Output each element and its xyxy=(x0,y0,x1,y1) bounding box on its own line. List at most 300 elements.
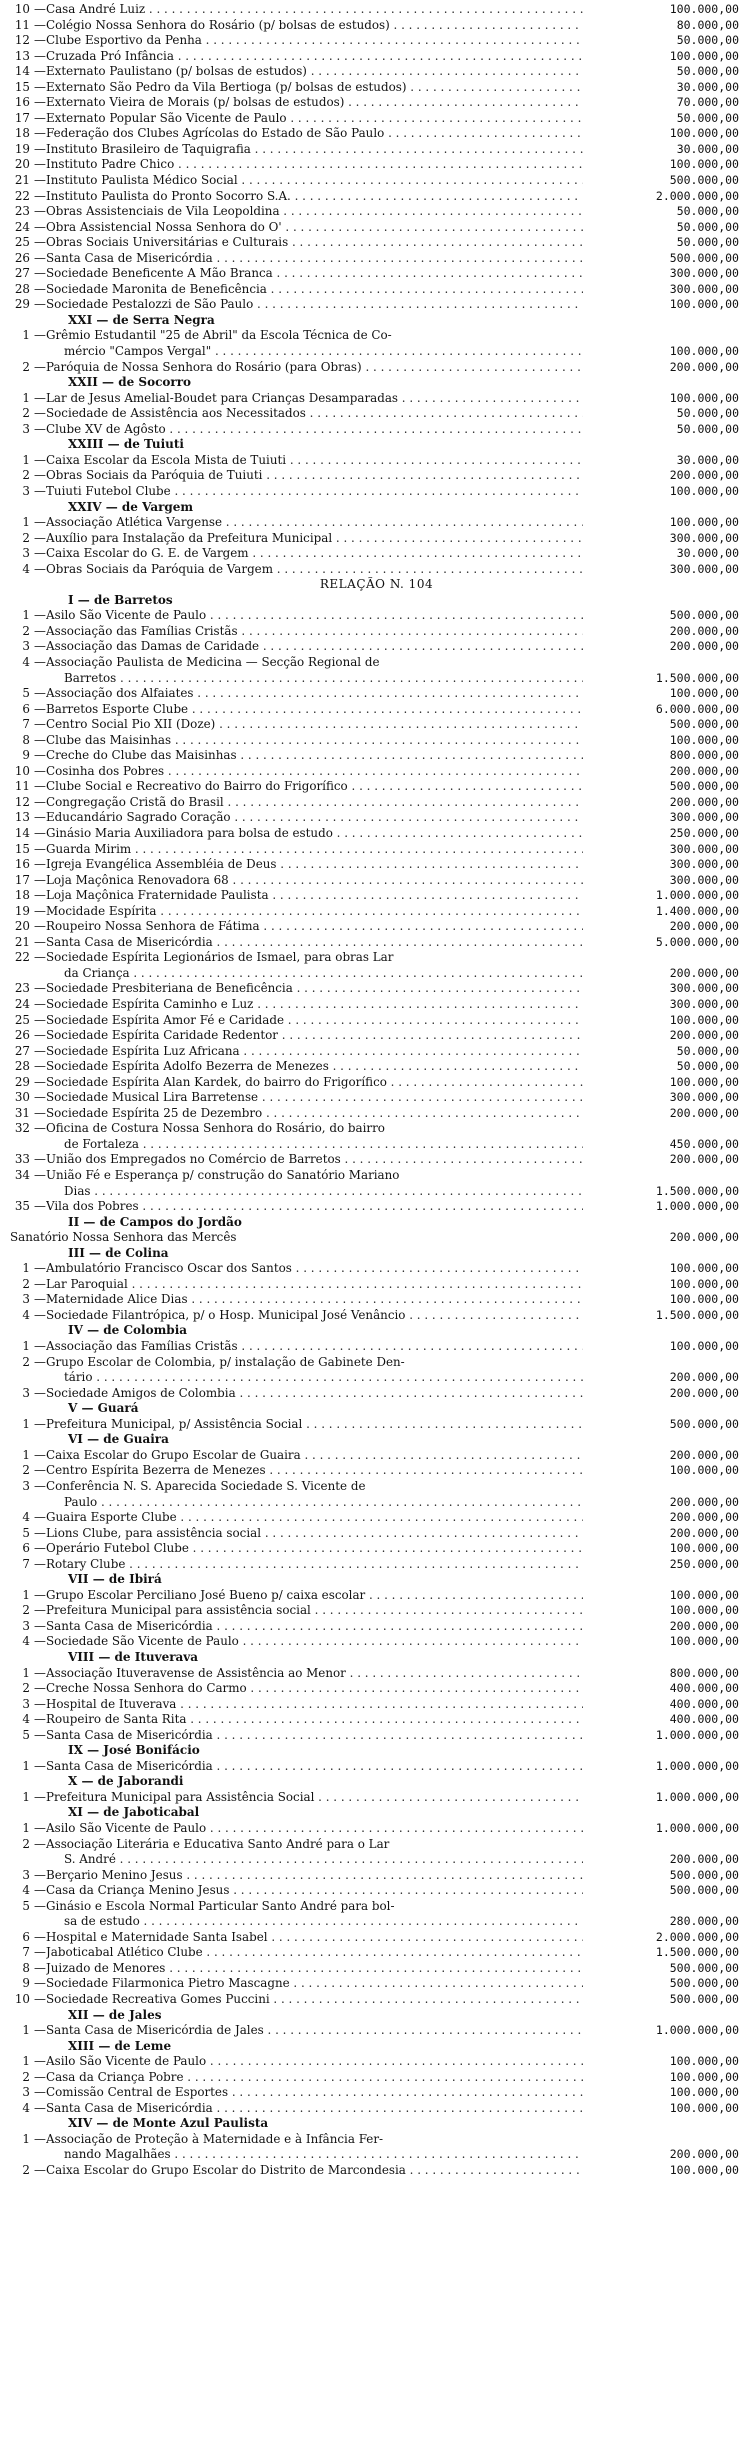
entry-amount: 1.000.000,00 xyxy=(655,1727,739,1742)
section-heading-text: IX — José Bonifácio xyxy=(68,1743,200,1758)
entry-row xyxy=(0,546,753,562)
entry-dash: — xyxy=(34,452,46,467)
entry-amount: 2.000.000,00 xyxy=(655,1929,739,1944)
entry-amount: 100.000,00 xyxy=(669,1603,739,1618)
entry-number: 15 xyxy=(14,79,30,94)
entry-number: 6 xyxy=(22,1541,30,1556)
entry-row xyxy=(0,1013,753,1029)
entry-row xyxy=(0,1044,753,1060)
entry-dash: — xyxy=(34,701,46,716)
entry-dash: — xyxy=(34,2131,46,2146)
entry-row xyxy=(0,142,753,158)
entry-row xyxy=(0,1666,753,1682)
entry-row xyxy=(0,733,753,749)
entry-row xyxy=(0,1386,753,1402)
section-heading-text: XIV — de Monte Azul Paulista xyxy=(68,2116,269,2131)
entry-number: 2 xyxy=(22,2163,30,2178)
entry-number: 8 xyxy=(22,1960,30,1975)
entry-row xyxy=(0,1945,753,1961)
entry-name: Associação Atlética Vargense . . . xyxy=(46,515,583,531)
entry-row xyxy=(0,1697,753,1713)
entry-row xyxy=(0,655,753,671)
entry-dash: — xyxy=(34,1789,46,1804)
entry-name: Sociedade Filarmonica Pietro Mascagne . . . xyxy=(46,1976,583,1992)
entry-name: Berçario Menino Jesus . . . xyxy=(46,1868,583,1884)
entry-amount: 100.000,00 xyxy=(669,515,739,530)
entry-row xyxy=(0,624,753,640)
entry-dash: — xyxy=(34,888,46,903)
entry-name: Associação dos Alfaiates . . . xyxy=(46,686,583,702)
entry-name: Clube Social e Recreativo do Bairro do Frigorífico . . . xyxy=(46,779,583,795)
section-heading xyxy=(0,375,753,391)
entry-name: Ambulatório Francisco Oscar dos Santos . . . xyxy=(46,1261,583,1277)
entry-amount: 100.000,00 xyxy=(669,1074,739,1089)
entry-amount: 500.000,00 xyxy=(669,1992,739,2006)
entry-name: Associação das Famílias Cristãs . . . xyxy=(46,1339,583,1355)
entry-amount: 300.000,00 xyxy=(669,561,739,576)
entry-row xyxy=(0,1417,753,1433)
section-heading-text: XXII — de Socorro xyxy=(68,375,192,390)
entry-number: 4 xyxy=(22,1307,30,1322)
entry-dash: — xyxy=(34,950,46,965)
entry-name: da Criança . . . xyxy=(64,966,583,982)
entry-row xyxy=(0,1059,753,1075)
entry-name: Paulo . . . xyxy=(64,1495,583,1511)
section-heading-text: IV — de Colombia xyxy=(68,1323,188,1338)
entry-number: 15 xyxy=(14,841,30,856)
entry-number: 4 xyxy=(22,1712,30,1727)
entry-row xyxy=(0,935,753,951)
entry-row xyxy=(0,764,753,780)
entry-name: Casa da Criança Pobre . . . xyxy=(46,2070,583,2086)
entry-row xyxy=(0,1463,753,1479)
entry-amount: 100.000,00 xyxy=(669,2054,739,2069)
entry-amount: 200.000,00 xyxy=(669,1230,739,1245)
entry-dash: — xyxy=(34,1603,46,1618)
section-heading xyxy=(0,1572,753,1588)
entry-number: 2 xyxy=(22,530,30,545)
section-heading xyxy=(0,1743,753,1759)
entry-number: 11 xyxy=(14,17,30,32)
entry-name: Associação Ituveravense de Assistência ao Menor . . . xyxy=(46,1666,583,1682)
entry-amount: 200.000,00 xyxy=(669,763,739,778)
entry-amount: 50.000,00 xyxy=(676,204,739,219)
entry-row xyxy=(0,2085,753,2101)
entry-number: 29 xyxy=(14,297,30,312)
entry-number: 16 xyxy=(14,95,30,110)
entry-amount: 80.000,00 xyxy=(676,17,739,32)
entry-continuation xyxy=(0,1184,753,1200)
entry-dash: — xyxy=(34,1525,46,1540)
entry-row xyxy=(0,1121,753,1137)
entry-name: Associação das Famílias Cristãs . . . xyxy=(46,624,583,640)
entry-number: 16 xyxy=(14,857,30,872)
entry-row xyxy=(0,1075,753,1091)
entry-row xyxy=(0,2132,753,2148)
entry-name: tário . . . xyxy=(64,1370,583,1386)
entry-row xyxy=(0,826,753,842)
entry-dash: — xyxy=(34,1168,46,1183)
entry-continuation xyxy=(0,1137,753,1153)
entry-number: 1 xyxy=(22,515,30,530)
entry-amount: 50.000,00 xyxy=(676,1059,739,1074)
entry-dash: — xyxy=(34,1712,46,1727)
entry-row xyxy=(0,686,753,702)
entry-dash: — xyxy=(34,903,46,918)
entry-amount: 50.000,00 xyxy=(676,1043,739,1058)
entry-name: Cruzada Pró Infância . . . xyxy=(46,49,583,65)
entry-amount: 500.000,00 xyxy=(669,608,739,623)
entry-dash: — xyxy=(34,157,46,172)
entry-dash: — xyxy=(34,2,46,16)
entry-amount: 200.000,00 xyxy=(669,1370,739,1385)
entry-dash: — xyxy=(34,141,46,156)
entry-row xyxy=(0,1199,753,1215)
entry-number: 22 xyxy=(14,188,30,203)
entry-number: 10 xyxy=(14,1992,30,2006)
entry-row xyxy=(0,2023,753,2039)
entry-name: Associação Paulista de Medicina — Secção Regional de xyxy=(46,654,380,669)
entry-number: 12 xyxy=(14,33,30,48)
entry-dash: — xyxy=(34,483,46,498)
entry-name: Centro Social Pio XII (Doze) . . . xyxy=(46,717,583,733)
entry-dash: — xyxy=(34,390,46,405)
entry-number: 1 xyxy=(22,328,30,343)
entry-dash: — xyxy=(34,1261,46,1276)
entry-dash: — xyxy=(34,1929,46,1944)
entry-amount: 500.000,00 xyxy=(669,779,739,794)
entry-dash: — xyxy=(34,250,46,265)
entry-dash: — xyxy=(34,95,46,110)
entry-number: 10 xyxy=(14,763,30,778)
entry-amount: 200.000,00 xyxy=(669,1385,739,1400)
entry-dash: — xyxy=(34,654,46,669)
entry-dash: — xyxy=(34,1339,46,1354)
entry-amount: 1.500.000,00 xyxy=(655,1183,739,1198)
entry-number: 27 xyxy=(14,1043,30,1058)
entry-number: 11 xyxy=(14,779,30,794)
entry-number: 3 xyxy=(22,1867,30,1882)
entry-name: Hospital e Maternidade Santa Isabel . . . xyxy=(46,1930,583,1946)
entry-amount: 200.000,00 xyxy=(669,639,739,654)
section-heading-text: XXI — de Serra Negra xyxy=(68,312,215,327)
entry-name: Sociedade São Vicente de Paulo . . . xyxy=(46,1634,583,1650)
entry-amount: 100.000,00 xyxy=(669,1339,739,1354)
entry-number: 20 xyxy=(14,157,30,172)
entry-number: 21 xyxy=(14,173,30,188)
entry-amount: 100.000,00 xyxy=(669,2085,739,2100)
entry-amount: 30.000,00 xyxy=(676,452,739,467)
section-heading xyxy=(0,1246,753,1262)
entry-number: 14 xyxy=(14,825,30,840)
entry-name: nando Magalhães . . . xyxy=(64,2147,583,2163)
entry-name: Barretos Esporte Clube . . . xyxy=(46,702,583,718)
entry-amount: 200.000,00 xyxy=(669,919,739,934)
entry-row xyxy=(0,1790,753,1806)
entry-name: Sociedade Espírita Caminho e Luz . . . xyxy=(46,997,583,1013)
entry-number: 20 xyxy=(14,919,30,934)
entry-name: de Fortaleza . . . xyxy=(64,1137,583,1153)
section-heading xyxy=(0,1401,753,1417)
entry-dash: — xyxy=(34,204,46,219)
entry-number: 6 xyxy=(22,701,30,716)
entry-name: sa de estudo . . . xyxy=(64,1914,583,1930)
entry-number: 10 xyxy=(14,2,30,16)
entry-number: 26 xyxy=(14,250,30,265)
entry-number: 5 xyxy=(22,1898,30,1913)
entry-number: 2 xyxy=(22,1463,30,1478)
entry-row xyxy=(0,1168,753,1184)
entry-amount: 1.000.000,00 xyxy=(655,1789,739,1804)
entry-row xyxy=(0,1292,753,1308)
entry-name: Sociedade Presbiteriana de Beneficência . . . xyxy=(46,981,583,997)
entry-row xyxy=(0,328,753,344)
section-heading-text: V — Guará xyxy=(68,1401,139,1416)
entry-name: Obras Sociais Universitárias e Culturais . . . xyxy=(46,235,583,251)
entry-name: Oficina de Costura Nossa Senhora do Rosário, do bairro xyxy=(46,1121,385,1136)
entry-dash: — xyxy=(34,1199,46,1214)
entry-name: Asilo São Vicente de Paulo . . . xyxy=(46,2054,583,2070)
section-heading xyxy=(0,500,753,516)
entry-amount: 500.000,00 xyxy=(669,1883,739,1898)
entry-name: Santa Casa de Misericórdia . . . xyxy=(46,1619,583,1635)
entry-amount: 100.000,00 xyxy=(669,732,739,747)
entry-row xyxy=(0,1541,753,1557)
entry-amount: 100.000,00 xyxy=(669,2,739,16)
entry-row xyxy=(0,1152,753,1168)
entry-row xyxy=(0,1510,753,1526)
entry-name: Prefeitura Municipal, p/ Assistência Social . . . xyxy=(46,1417,583,1433)
section-heading xyxy=(0,437,753,453)
entry-number: 21 xyxy=(14,934,30,949)
entry-dash: — xyxy=(34,1634,46,1649)
entry-dash: — xyxy=(34,2085,46,2100)
entry-name: Tuiuti Futebol Clube . . . xyxy=(46,484,583,500)
entry-amount: 300.000,00 xyxy=(669,1090,739,1105)
entry-number: 1 xyxy=(22,2131,30,2146)
entry-dash: — xyxy=(34,1960,46,1975)
entry-row xyxy=(0,748,753,764)
entry-number: 1 xyxy=(22,1665,30,1680)
entry-number: 7 xyxy=(22,717,30,732)
entry-row xyxy=(0,2054,753,2070)
entry-row xyxy=(0,1355,753,1371)
entry-dash: — xyxy=(34,359,46,374)
entry-dash: — xyxy=(34,79,46,94)
entry-number: 28 xyxy=(14,1059,30,1074)
entry-name: Santa Casa de Misericórdia . . . xyxy=(46,935,583,951)
section-heading xyxy=(0,1215,753,1231)
entry-amount: 500.000,00 xyxy=(669,250,739,265)
entry-name: Sociedade de Assistência aos Necessitados . . . xyxy=(46,406,583,422)
entry-dash: — xyxy=(34,1385,46,1400)
entry-name: Colégio Nossa Senhora do Rosário (p/ bolsas de estudos) . . . xyxy=(46,18,583,34)
section-heading xyxy=(0,2008,753,2024)
section-heading xyxy=(0,2116,753,2132)
entry-dash: — xyxy=(34,561,46,576)
entry-dash: — xyxy=(34,281,46,296)
entry-name: Sociedade Espírita Caridade Redentor . . . xyxy=(46,1028,583,1044)
entry-name: Grêmio Estudantil "25 de Abril" da Escola Técnica de Co- xyxy=(46,328,392,343)
entry-amount: 100.000,00 xyxy=(669,1261,739,1276)
entry-row xyxy=(0,173,753,189)
entry-row xyxy=(0,95,753,111)
section-heading xyxy=(0,313,753,329)
entry-dash: — xyxy=(34,421,46,436)
entry-name: Barretos . . . xyxy=(64,671,583,687)
entry-number: 2 xyxy=(22,1836,30,1851)
entry-name: Clube XV de Agôsto . . . xyxy=(46,422,583,438)
entry-amount: 400.000,00 xyxy=(669,1712,739,1727)
entry-dash: — xyxy=(34,266,46,281)
entry-dash: — xyxy=(34,1090,46,1105)
entry-amount: 200.000,00 xyxy=(669,1852,739,1867)
entry-name: Sociedade Recreativa Gomes Puccini . . . xyxy=(46,1992,583,2008)
entry-amount: 100.000,00 xyxy=(669,2100,739,2115)
entry-dash: — xyxy=(34,1510,46,1525)
section-heading xyxy=(0,1774,753,1790)
entry-row xyxy=(0,406,753,422)
entry-name: Sociedade Espírita Legionários de Ismael, para obras Lar xyxy=(46,950,394,965)
entry-amount: 1.500.000,00 xyxy=(655,670,739,685)
entry-name: Casa da Criança Menino Jesus . . . xyxy=(46,1883,583,1899)
entry-amount: 30.000,00 xyxy=(676,79,739,94)
entry-continuation xyxy=(0,671,753,687)
entry-name: Roupeiro Nossa Senhora de Fátima . . . xyxy=(46,919,583,935)
entry-row xyxy=(0,297,753,313)
entry-name: Obras Sociais da Paróquia de Tuiuti . . . xyxy=(46,468,583,484)
section-heading-text: XII — de Jales xyxy=(68,2007,162,2022)
entry-row xyxy=(0,810,753,826)
entry-dash: — xyxy=(34,1541,46,1556)
entry-dash: — xyxy=(34,1059,46,1074)
entry-dash: — xyxy=(34,1758,46,1773)
entry-amount: 100.000,00 xyxy=(669,1276,739,1291)
entry-dash: — xyxy=(34,857,46,872)
section-heading xyxy=(0,1650,753,1666)
entry-name: Prefeitura Municipal para Assistência Social . . . xyxy=(46,1790,583,1806)
entry-amount: 200.000,00 xyxy=(669,1028,739,1043)
entry-name: Auxílio para Instalação da Prefeitura Municipal . . . xyxy=(46,531,583,547)
entry-amount: 50.000,00 xyxy=(676,64,739,79)
entry-name: Santa Casa de Misericórdia de Jales . . . xyxy=(46,2023,583,2039)
entry-row xyxy=(0,64,753,80)
entry-number: 3 xyxy=(22,1478,30,1493)
entry-name: Lions Clube, para assistência social . . . xyxy=(46,1526,583,1542)
entry-number: 24 xyxy=(14,219,30,234)
entry-row xyxy=(0,608,753,624)
entry-name: Lar de Jesus Amelial-Boudet para Crianças Desamparadas . . . xyxy=(46,391,583,407)
entry-number: 4 xyxy=(22,561,30,576)
section-heading-text: XI — de Jaboticabal xyxy=(68,1805,200,1820)
entry-dash: — xyxy=(34,1028,46,1043)
entry-number: 17 xyxy=(14,110,30,125)
entry-amount: 200.000,00 xyxy=(669,965,739,980)
entry-row xyxy=(0,1899,753,1915)
entry-dash: — xyxy=(34,841,46,856)
relation-title-text: RELAÇÃO N. 104 xyxy=(319,577,434,592)
entry-name: Maternidade Alice Dias . . . xyxy=(46,1292,583,1308)
entry-amount: 5.000.000,00 xyxy=(655,934,739,949)
entry-amount: 50.000,00 xyxy=(676,110,739,125)
entry-row xyxy=(0,1883,753,1899)
entry-dash: — xyxy=(34,1867,46,1882)
entry-dash: — xyxy=(34,1836,46,1851)
entry-amount: 50.000,00 xyxy=(676,235,739,250)
entry-amount: 200.000,00 xyxy=(669,1447,739,1462)
entry-row xyxy=(0,873,753,889)
entry-dash: — xyxy=(34,1556,46,1571)
entry-dash: — xyxy=(34,297,46,312)
entry-number: 2 xyxy=(22,359,30,374)
section-heading xyxy=(0,1323,753,1339)
entry-amount: 1.000.000,00 xyxy=(655,2023,739,2038)
entry-name: Sociedade Maronita de Beneficência . . . xyxy=(46,282,583,298)
entry-name: Obra Assistencial Nossa Senhora do O' . . . xyxy=(46,220,583,236)
document-page xyxy=(0,2,753,2179)
entry-number: 2 xyxy=(22,2069,30,2084)
entry-dash: — xyxy=(34,1945,46,1960)
entry-dash: — xyxy=(34,686,46,701)
entry-row xyxy=(0,157,753,173)
entry-amount: 500.000,00 xyxy=(669,1960,739,1975)
entry-number: 33 xyxy=(14,1152,30,1167)
entry-dash: — xyxy=(34,468,46,483)
entry-row xyxy=(0,1106,753,1122)
entry-dash: — xyxy=(34,1883,46,1898)
entry-dash: — xyxy=(34,779,46,794)
entry-number: 1 xyxy=(22,1416,30,1431)
entry-number: 18 xyxy=(14,888,30,903)
entry-amount: 500.000,00 xyxy=(669,1867,739,1882)
entry-name: Externato Paulistano (p/ bolsas de estudos) . . . xyxy=(46,64,583,80)
entry-amount: 500.000,00 xyxy=(669,173,739,188)
entry-amount: 400.000,00 xyxy=(669,1681,739,1696)
entry-dash: — xyxy=(34,1307,46,1322)
entry-dash: — xyxy=(34,1043,46,1058)
entry-number: 29 xyxy=(14,1074,30,1089)
entry-name: Sociedade Espírita Amor Fé e Caridade . . . xyxy=(46,1013,583,1029)
entry-row xyxy=(0,1230,753,1246)
entry-dash: — xyxy=(34,639,46,654)
entry-row xyxy=(0,220,753,236)
entry-number: 2 xyxy=(22,1276,30,1291)
entry-row xyxy=(0,1308,753,1324)
entry-dash: — xyxy=(34,126,46,141)
entry-name: Grupo Escolar Perciliano José Bueno p/ caixa escolar . . . xyxy=(46,1588,583,1604)
entry-number: 5 xyxy=(22,686,30,701)
entry-row xyxy=(0,2163,753,2179)
entry-number: 4 xyxy=(22,1634,30,1649)
entry-amount: 200.000,00 xyxy=(669,468,739,483)
entry-name: Sociedade Beneficente A Mão Branca . . . xyxy=(46,266,583,282)
entry-name: Juizado de Menores . . . xyxy=(46,1961,583,1977)
entry-number: 23 xyxy=(14,981,30,996)
section-heading xyxy=(0,2039,753,2055)
section-heading-text: III — de Colina xyxy=(68,1245,169,1260)
entry-row xyxy=(0,515,753,531)
entry-name: Externato São Pedro da Vila Bertioga (p/ bolsas de estudos) . . . xyxy=(46,80,583,96)
entry-name: Santa Casa de Misericórdia . . . xyxy=(46,251,583,267)
entry-name: Associação Literária e Educativa Santo André para o Lar xyxy=(46,1836,390,1851)
entry-row xyxy=(0,1090,753,1106)
entry-amount: 200.000,00 xyxy=(669,1494,739,1509)
entry-dash: — xyxy=(34,1665,46,1680)
entry-name: Congregação Cristã do Brasil . . . xyxy=(46,795,583,811)
entry-dash: — xyxy=(34,1992,46,2006)
entry-row xyxy=(0,18,753,34)
entry-number: 35 xyxy=(14,1199,30,1214)
